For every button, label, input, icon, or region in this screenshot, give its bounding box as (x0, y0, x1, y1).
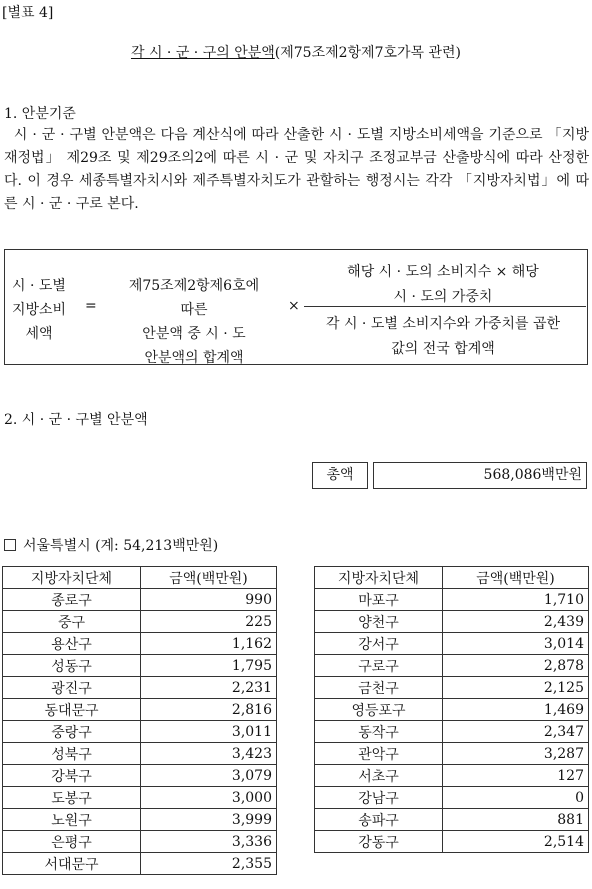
municipality-name: 성동구 (3, 655, 141, 677)
seoul-heading: 서울특별시 (계: 54,213백만원) (23, 538, 219, 554)
formula-middle-line: 안분액 중 시 · 도 (142, 326, 246, 342)
formula-lhs-line: 시 · 도별 (12, 278, 66, 294)
municipality-name: 광진구 (3, 677, 141, 699)
table-row (315, 743, 589, 765)
formula-numerator (301, 260, 585, 310)
table-header-row (3, 567, 277, 589)
paragraph-text: 시 · 군 · 구별 안분액은 다음 계산식에 따라 산출한 시 · 도별 지방소비세액을 기준으로 「지방재정법」 제29조 및 제29조의2에 따른 시 · 군 및 자치구 조정교부금 산출방식에 따라 산정한다. 이 경우 세종특별자치시와 제주특별자치도가 관할하는 행정시는 각각 「지방자치법」에 따른 시 · 군 · 구로 본다. (4, 127, 589, 212)
amount-value: 881 (443, 809, 589, 831)
amount-value: 2,816 (141, 699, 277, 721)
municipality-name: 종로구 (3, 589, 141, 611)
table-row (315, 721, 589, 743)
municipality-name: 관악구 (315, 743, 443, 765)
table-row (315, 831, 589, 853)
amount-value: 2,439 (443, 611, 589, 633)
table-row (3, 655, 277, 677)
table-row (3, 677, 277, 699)
total-label: 총액 (312, 462, 368, 489)
formula-middle-line: 안분액의 합계액 (144, 350, 244, 366)
table-row (315, 699, 589, 721)
table-row (3, 743, 277, 765)
table-row (3, 809, 277, 831)
amount-value: 1,469 (443, 699, 589, 721)
formula-denominator-line: 값의 전국 합계액 (391, 341, 495, 357)
amount-value: 127 (443, 765, 589, 787)
amount-value: 3,011 (141, 721, 277, 743)
column-header-municipality: 지방자치단체 (3, 567, 141, 589)
amount-value: 3,000 (141, 787, 277, 809)
section1-paragraph (4, 124, 589, 216)
section2-heading: 2. 시 · 군 · 구별 안분액 (4, 412, 148, 428)
amount-value: 2,231 (141, 677, 277, 699)
municipality-name: 도봉구 (3, 787, 141, 809)
formula-lhs-line: 지방소비 (11, 302, 67, 318)
table-row (315, 765, 589, 787)
seoul-table-left (2, 566, 277, 875)
table-row (3, 721, 277, 743)
municipality-name: 강북구 (3, 765, 141, 787)
municipality-name: 성북구 (3, 743, 141, 765)
formula-middle (120, 274, 268, 370)
municipality-name: 강서구 (315, 633, 443, 655)
annex-label: [별표 4] (2, 5, 54, 21)
table-row (3, 831, 277, 853)
formula-numerator-line: 시 · 도의 가중치 (393, 289, 493, 305)
municipality-name: 서초구 (315, 765, 443, 787)
table-row (315, 655, 589, 677)
checkbox-icon (4, 539, 16, 551)
municipality-name: 동대문구 (3, 699, 141, 721)
table-row (3, 853, 277, 875)
column-header-municipality: 지방자치단체 (315, 567, 443, 589)
formula-equals: = (85, 298, 97, 314)
municipality-name: 양천구 (315, 611, 443, 633)
amount-value: 225 (141, 611, 277, 633)
municipality-name: 용산구 (3, 633, 141, 655)
municipality-name: 강남구 (315, 787, 443, 809)
table-row (315, 809, 589, 831)
table-row (315, 611, 589, 633)
seoul-table-right (314, 566, 589, 853)
amount-value: 2,514 (443, 831, 589, 853)
municipality-name: 은평구 (3, 831, 141, 853)
formula-box (4, 249, 588, 365)
amount-value: 1,162 (141, 633, 277, 655)
table-row (315, 589, 589, 611)
formula-times: × (288, 298, 300, 314)
municipality-name: 동작구 (315, 721, 443, 743)
table-row (3, 633, 277, 655)
amount-value: 3,079 (141, 765, 277, 787)
table-row (315, 787, 589, 809)
section1-heading: 1. 안분기준 (4, 106, 76, 122)
municipality-name: 서대문구 (3, 853, 141, 875)
amount-value: 2,125 (443, 677, 589, 699)
amount-value: 3,287 (443, 743, 589, 765)
municipality-name: 강동구 (315, 831, 443, 853)
table-row (315, 633, 589, 655)
amount-value: 2,355 (141, 853, 277, 875)
column-header-amount: 금액(백만원) (141, 567, 277, 589)
total-value: 568,086백만원 (373, 462, 587, 489)
amount-value: 3,014 (443, 633, 589, 655)
table-row (315, 677, 589, 699)
page-title (0, 42, 592, 62)
formula-denominator (301, 312, 585, 362)
formula-denominator-line: 각 시 · 도별 소비지수와 가중치를 곱한 (325, 316, 560, 332)
title-main: 각 시 · 군 · 구의 안분액 (130, 45, 275, 61)
formula-middle-line: 제75조제2항제6호에 따른 (128, 278, 260, 318)
table-row (3, 611, 277, 633)
amount-value: 3,423 (141, 743, 277, 765)
table-row (3, 699, 277, 721)
municipality-name: 중구 (3, 611, 141, 633)
amount-value: 1,710 (443, 589, 589, 611)
table-row (3, 589, 277, 611)
municipality-name: 구로구 (315, 655, 443, 677)
formula-numerator-line: 해당 시 · 도의 소비지수 × 해당 (347, 264, 539, 280)
amount-value: 2,878 (443, 655, 589, 677)
title-sub: (제75조제2항제7호가목 관련) (274, 45, 462, 61)
formula-lhs (9, 274, 69, 346)
table-row (3, 787, 277, 809)
seoul-heading-row (4, 535, 218, 555)
municipality-name: 중랑구 (3, 721, 141, 743)
amount-value: 0 (443, 787, 589, 809)
amount-value: 3,999 (141, 809, 277, 831)
amount-value: 1,795 (141, 655, 277, 677)
amount-value: 2,347 (443, 721, 589, 743)
municipality-name: 마포구 (315, 589, 443, 611)
municipality-name: 영등포구 (315, 699, 443, 721)
column-header-amount: 금액(백만원) (443, 567, 589, 589)
municipality-name: 금천구 (315, 677, 443, 699)
amount-value: 990 (141, 589, 277, 611)
fraction-bar (304, 306, 586, 307)
amount-value: 3,336 (141, 831, 277, 853)
table-row (3, 765, 277, 787)
table-header-row (315, 567, 589, 589)
municipality-name: 노원구 (3, 809, 141, 831)
municipality-name: 송파구 (315, 809, 443, 831)
formula-lhs-line: 세액 (25, 326, 53, 342)
